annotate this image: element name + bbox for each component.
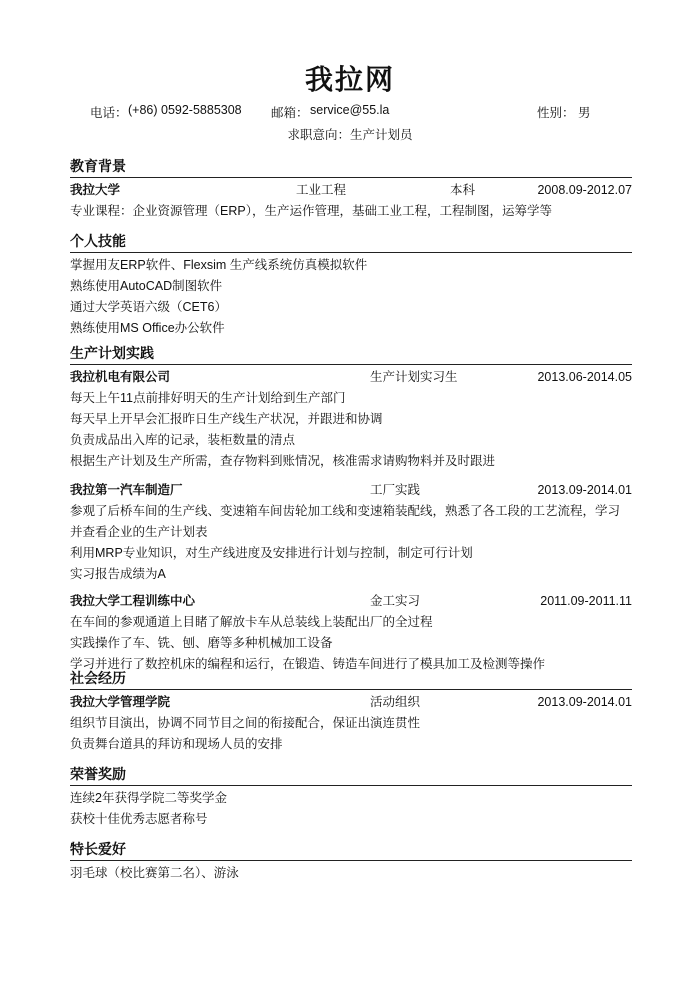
company-name: 我拉机电有限公司 [70, 370, 171, 384]
section-divider [70, 252, 632, 253]
date-range: 2008.09-2012.07 [537, 183, 632, 197]
list-item: 每天早上开早会汇报昨日生产线生产状况，并跟进和协调 [70, 412, 383, 426]
job-role: 金工实习 [370, 594, 421, 608]
list-item: 熟练使用MS Office办公软件 [70, 321, 225, 335]
list-item: 熟练使用AutoCAD制图软件 [70, 279, 223, 293]
list-item: 负责舞台道具的拜访和现场人员的安排 [70, 737, 283, 751]
section-divider [70, 785, 632, 786]
degree: 本科 [450, 183, 476, 197]
section-title: 个人技能 [70, 233, 126, 249]
date-range: 2013.09-2014.01 [537, 483, 632, 497]
job-row [70, 480, 632, 501]
list-item: 掌握用友ERP软件、Flexsim 生产线系统仿真模拟软件 [70, 258, 368, 272]
section-title: 生产计划实践 [70, 345, 154, 361]
resume-name: 我拉网 [304, 63, 395, 96]
list-item: 通过大学英语六级（CET6） [70, 300, 227, 314]
honors-section [70, 764, 632, 830]
company-name: 我拉第一汽车制造厂 [70, 483, 183, 497]
section-title: 社会经历 [70, 670, 126, 686]
date-range: 2011.09-2011.11 [540, 594, 632, 608]
date-range: 2013.09-2014.01 [537, 695, 632, 709]
social-section [70, 668, 632, 755]
list-item: 羽毛球（校比赛第二名）、游泳 [70, 866, 239, 880]
job-role: 生产计划实习生 [370, 370, 458, 384]
list-item: 负责成品出入库的记录，装柜数量的清点 [70, 433, 296, 447]
education-row [70, 180, 632, 201]
phone-label: 电话： [90, 106, 128, 120]
courses: 专业课程：企业资源管理（ERP），生产运作管理，基础工业工程，工程制图，运筹学等 [70, 204, 552, 218]
activity-role: 活动组织 [370, 695, 421, 709]
date-range: 2013.06-2014.05 [537, 370, 632, 384]
section-divider [70, 860, 632, 861]
list-item: 实习报告成绩为A [70, 567, 166, 581]
job-objective: 求职意向：生产计划员 [287, 128, 413, 142]
practice-section [70, 343, 632, 675]
list-item: 实践操作了车、铣、刨、磨等多种机械加工设备 [70, 636, 333, 650]
email-label: 邮箱： [271, 106, 309, 120]
company-name: 我拉大学工程训练中心 [70, 594, 196, 608]
section-divider [70, 177, 632, 178]
social-row [70, 692, 632, 713]
list-item: 每天上午11点前排好明天的生产计划给到生产部门 [70, 391, 346, 405]
skills-section [70, 231, 632, 339]
job-role: 工厂实践 [370, 483, 421, 497]
list-item: 利用MRP专业知识，对生产线进度及安排进行计划与控制，制定可行计划 [70, 546, 473, 560]
list-item: 组织节目演出，协调不同节目之间的衔接配合，保证出演连贯性 [70, 716, 421, 730]
section-divider [70, 689, 632, 690]
organization-name: 我拉大学管理学院 [70, 695, 171, 709]
section-title: 荣誉奖励 [70, 766, 126, 782]
gender-label: 性别： [537, 106, 575, 120]
section-divider [70, 364, 632, 365]
list-item: 获校十佳优秀志愿者称号 [70, 812, 208, 826]
list-item: 参观了后桥车间的生产线、变速箱车间齿轮加工线和变速箱装配线，熟悉了各工段的工艺流程，学习并查看企业的生产计划表 [70, 504, 621, 539]
major: 工业工程 [296, 183, 347, 197]
education-section [70, 156, 632, 222]
section-title: 特长爱好 [70, 841, 126, 857]
section-title: 教育背景 [70, 158, 126, 174]
hobbies-section [70, 839, 632, 884]
list-item: 连续2年获得学院二等奖学金 [70, 791, 227, 805]
phone-value: (+86) 0592-5885308 [128, 103, 242, 117]
email-value[interactable]: service@55.la [310, 103, 390, 117]
gender-value: 男 [578, 106, 591, 120]
job-row [70, 591, 632, 612]
job-row [70, 367, 632, 388]
list-item: 学习并进行了数控机床的编程和运行，在锻造、铸造车间进行了模具加工及检测等操作 [70, 657, 546, 671]
list-item: 在车间的参观通道上目睹了解放卡车从总装线上装配出厂的全过程 [70, 615, 433, 629]
school-name: 我拉大学 [70, 183, 121, 197]
list-item: 根据生产计划及生产所需，查存物料到账情况，核准需求请购物料并及时跟进 [70, 454, 496, 468]
